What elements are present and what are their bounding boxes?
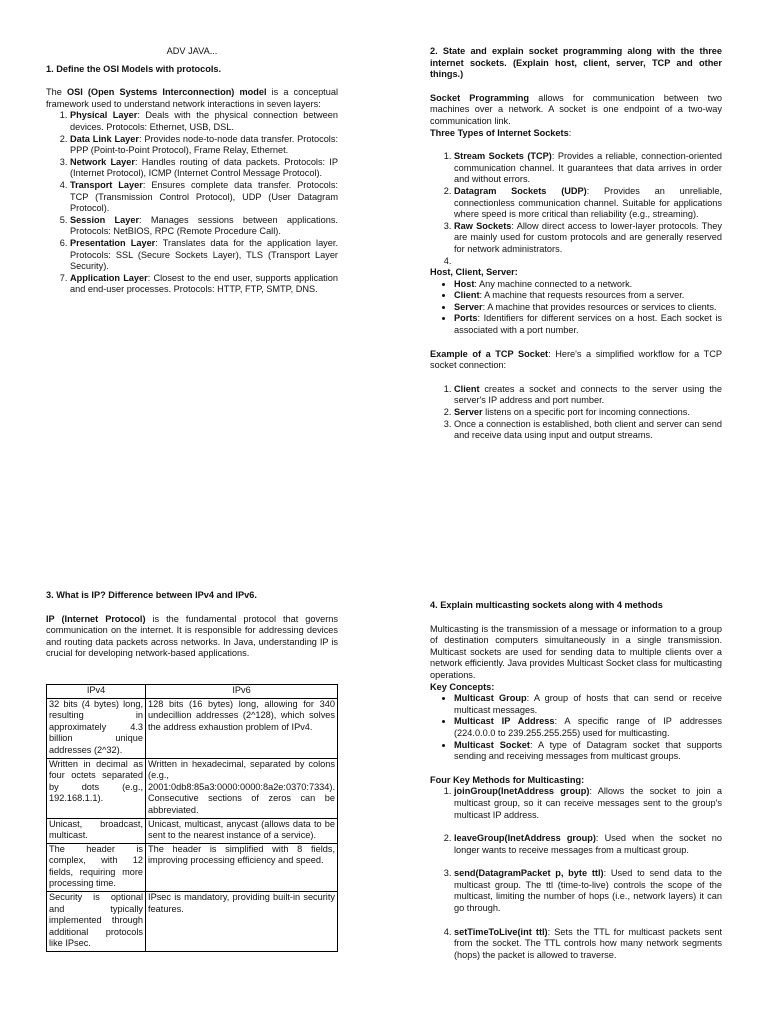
q1-intro: The OSI (Open Systems Interconnection) model is a conceptual framework used to understand network interactions in seven layers:	[46, 87, 338, 109]
list-item: 1. Physical Layer: Deals with the physical connection between devices. Protocols: Ethernet, USB, DSL.	[70, 110, 338, 133]
table-cell: Written in hexadecimal, separated by colons (e.g., 2001:0db8:85a3:0000:0000:8a2e:0370:7334). Consecutive sections of zeros can be abbreviated.	[146, 758, 338, 818]
q2-heading: 2. State and explain socket programming along with the three internet sockets. (Explain host, client, server, TCP and other things.)	[430, 46, 722, 80]
q4-intro: Multicasting is the transmission of a message or information to a group of destination computers simultaneously in a single transmission. Multicast sockets are used for sending data to multiple clients over a network efficiently. Java provides Multicast Socket class for multicasting operations.	[430, 623, 722, 680]
q3-heading: 3. What is IP? Difference between IPv4 and IPv6.	[46, 590, 257, 600]
list-item: 3. Network Layer: Handles routing of data packets. Protocols: IP (Internet Protocol), ICMP (Internet Control Message Protocol).	[70, 157, 338, 180]
table-cell: Unicast, broadcast, multicast.	[47, 818, 146, 843]
list-item: 2. Data Link Layer: Provides node-to-node data transfer. Protocols: PPP (Point-to-Point Protocol), Frame Relay, Ethernet.	[70, 134, 338, 157]
list-item: 3. Raw Sockets: Allow direct access to lower-layer protocols. They are mainly used for custom protocols and are generally reserved for network administrators.	[454, 221, 722, 256]
list-item: 4. setTimeToLive(int ttl): Sets the TTL for multicast packets sent from the socket. The TTL controls how many network segments (hops) the packet is allowed to traverse.	[454, 927, 722, 962]
table-cell: 32 bits (4 bytes) long, resulting in approximately 4.3 billion unique addresses (2^32).	[47, 698, 146, 758]
table-cell: IPsec is mandatory, providing built-in security features.	[146, 892, 338, 952]
tcp-steps-list	[430, 384, 722, 442]
q4-heading: 4. Explain multicasting sockets along with 4 methods	[430, 600, 663, 610]
q4-concepts-heading: Key Concepts:	[430, 681, 495, 692]
table-header-row	[47, 684, 338, 698]
q1-heading: 1. Define the OSI Models with protocols.	[46, 63, 222, 74]
list-item: 2. Datagram Sockets (UDP): Provides an unreliable, connectionless communication channel. Suitable for applications where speed is more critical than reliability (e.g., streaming).	[454, 186, 722, 221]
list-item: • Server: A machine that provides resources or services to clients.	[454, 302, 722, 314]
list-item: 1. Stream Sockets (TCP): Provides a reliable, connection-oriented communication channel. It guarantees that data arrives in order and without errors.	[454, 151, 722, 186]
list-item: 1. joinGroup(InetAddress group): Allows the socket to join a multicast group, so it can receive messages sent to the group's multicast IP address.	[454, 786, 722, 821]
q3-ip-intro: IP (Internet Protocol) is the fundamental protocol that governs communication on the internet. It is responsible for addressing devices and routing data packets across networks. In Java, understanding IP is crucial for developing network-based applications.	[46, 613, 338, 659]
list-item: 2. Server listens on a specific port for incoming connections.	[454, 407, 722, 419]
table-cell: The header is simplified with 8 fields, improving processing efficiency and speed.	[146, 843, 338, 891]
table-cell: The header is complex, with 12 fields, requiring more processing time.	[47, 843, 146, 891]
list-item: • Ports: Identifiers for different services on a host. Each socket is associated with a port number.	[454, 313, 722, 336]
ipv4-ipv6-table	[46, 684, 338, 952]
q3-section	[46, 590, 338, 952]
list-item: 3. Once a connection is established, both client and server can send and receive data using input and output streams.	[454, 419, 722, 442]
list-item: • Client: A machine that requests resources from a server.	[454, 290, 722, 302]
q2-types-heading: Three Types of Internet Sockets:	[430, 127, 572, 138]
table-cell: Written in decimal as four octets separated by dots (e.g., 192.168.1.1).	[47, 758, 146, 818]
q1-intro-term: OSI (Open Systems Interconnection) model	[66, 87, 267, 98]
list-item: • Multicast Group: A group of hosts that can send or receive multicast messages.	[454, 693, 722, 716]
table-header-ipv4: IPv4	[47, 684, 146, 698]
list-item: 3. send(DatagramPacket p, byte ttl): Used to send data to the multicast group. The ttl (time-to-live) controls the scope of the multicast, limiting the number of hops (i.e., network layers) it can go through.	[454, 868, 722, 914]
table-row	[47, 818, 338, 843]
socket-types-list	[430, 151, 722, 267]
key-concepts-list	[430, 693, 722, 763]
table-row	[47, 843, 338, 891]
list-item: 5. Session Layer: Manages sessions between applications. Protocols: NetBIOS, RPC (Remote Procedure Call).	[70, 215, 338, 238]
doc-title: ADV JAVA...	[166, 46, 218, 56]
q2-tcp-example: Example of a TCP Socket: Here's a simplified workflow for a TCP socket connection:	[430, 348, 722, 371]
osi-layer-list	[46, 110, 338, 296]
table-row	[47, 698, 338, 758]
q1-section	[46, 46, 338, 296]
q2-hcs-heading: Host, Client, Server:	[430, 267, 518, 278]
q2-socket-programming: Socket Programming allows for communication between two machines over a network. A socket is one endpoint of a two-way communication link.	[430, 92, 722, 126]
list-item: 4. Transport Layer: Ensures complete data transfer. Protocols: TCP (Transmission Control Protocol), UDP (User Datagram Protocol).	[70, 180, 338, 215]
table-row	[47, 758, 338, 818]
multicast-methods-list	[430, 786, 722, 961]
list-item: 2. leaveGroup(InetAddress group): Used when the socket no longer wants to receive messages from a multicast group.	[454, 833, 722, 856]
list-item: 7. Application Layer: Closest to the end user, supports application and end-user processes. Protocols: HTTP, FTP, SMTP, DNS.	[70, 273, 338, 296]
list-item: 1. Client creates a socket and connects to the server using the server's IP address and port number.	[454, 384, 722, 407]
q2-section	[430, 46, 722, 442]
table-cell: Unicast, multicast, anycast (allows data to be sent to the nearest instance of a service).	[146, 818, 338, 843]
table-row	[47, 892, 338, 952]
table-cell: 128 bits (16 bytes) long, allowing for 340 undecillion addresses (2^128), which solves the address exhaustion problem of IPv4.	[146, 698, 338, 758]
host-client-server-list	[430, 279, 722, 337]
list-item: • Multicast Socket: A type of Datagram socket that supports sending and receiving messages from multicast groups.	[454, 740, 722, 763]
list-item	[454, 256, 722, 268]
q4-section	[430, 600, 722, 961]
list-item: 6. Presentation Layer: Translates data for the application layer. Protocols: SSL (Secure Sockets Layer), TLS (Transport Layer Security).	[70, 238, 338, 273]
list-item: • Host: Any machine connected to a network.	[454, 279, 722, 291]
table-header-ipv6: IPv6	[146, 684, 338, 698]
q4-methods-heading: Four Key Methods for Multicasting:	[430, 774, 585, 785]
list-item: • Multicast IP Address: A specific range of IP addresses (224.0.0.0 to 239.255.255.255) used for multicasting.	[454, 716, 722, 739]
table-cell: Security is optional and typically implemented through additional protocols like IPsec.	[47, 892, 146, 952]
